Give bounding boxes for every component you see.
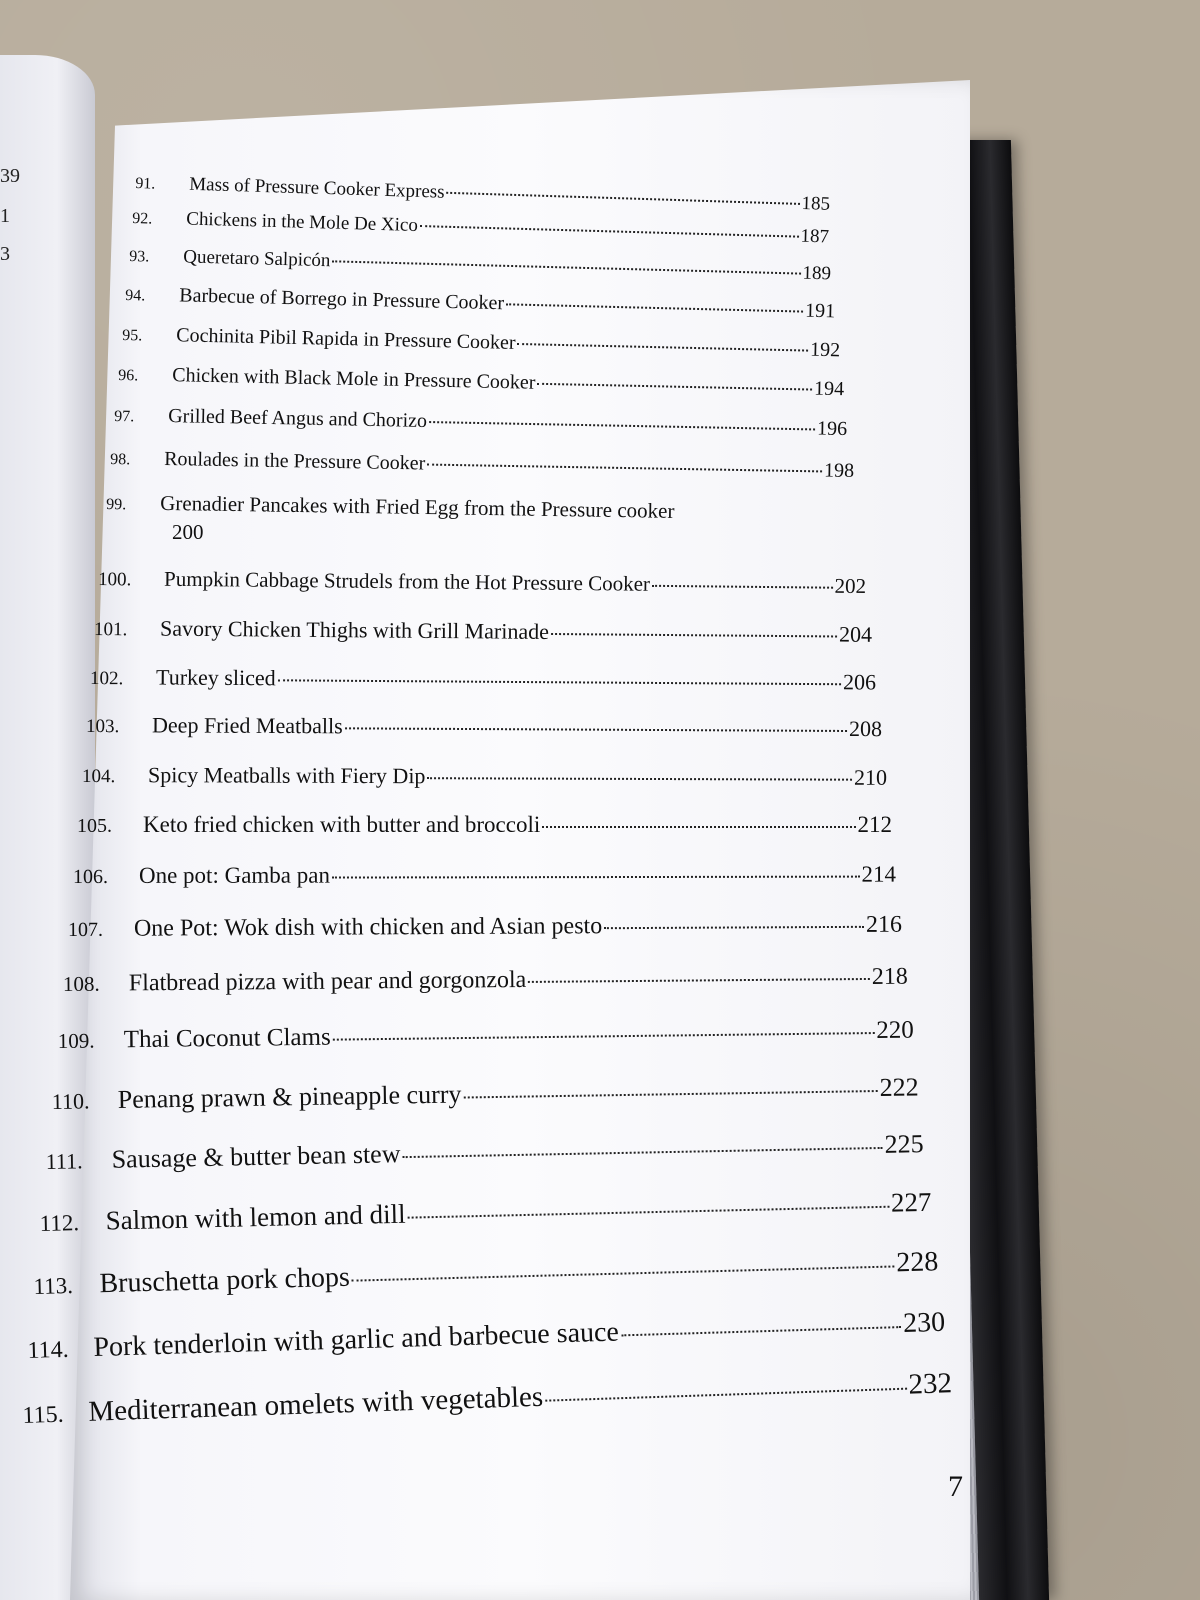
entry-number: 100. (98, 569, 132, 591)
entry-number: 107. (67, 918, 103, 941)
entry-page-number: 220 (876, 1016, 914, 1045)
entry-page-number: 227 (890, 1186, 932, 1218)
entry-title: Mediterranean omelets with vegetables (87, 1380, 544, 1428)
entry-number: 101. (94, 619, 128, 641)
entry-title: Salmon with lemon and dill (105, 1198, 406, 1236)
entry-title: One Pot: Wok dish with chicken and Asian pesto (133, 913, 603, 942)
entry-number: 103. (86, 716, 120, 738)
toc-entry (73, 862, 896, 889)
dot-leader (604, 910, 864, 929)
entry-title: Cochinita Pibil Rapida in Pressure Cooker (176, 324, 516, 354)
toc-entry (86, 712, 882, 742)
entry-number: 106. (72, 865, 108, 888)
entry-page-number: 200 (172, 520, 204, 544)
entry-number: 102. (90, 668, 124, 690)
entry-page-number: 185 (801, 192, 831, 215)
entry-number: 92. (132, 210, 153, 228)
entry-number: 114. (27, 1336, 70, 1365)
dot-leader (542, 810, 855, 828)
entry-number: 104. (82, 766, 116, 788)
entry-page-number: 198 (823, 459, 855, 482)
dot-leader (345, 711, 847, 732)
entry-title: Pork tenderloin with garlic and barbecue sauce (93, 1316, 620, 1364)
left-page-fragment: 1 (0, 205, 10, 227)
entry-page-number: 202 (834, 573, 867, 599)
entry-title: Flatbread pizza with pear and gorgonzola (128, 966, 527, 997)
entry-page-number: 218 (871, 963, 908, 990)
entry-page-number: 222 (879, 1072, 919, 1102)
entry-title: Thai Coconut Clams (123, 1023, 331, 1054)
entry-number: 111. (45, 1148, 83, 1175)
dot-leader (427, 761, 852, 780)
entry-title: One pot: Gamba pan (138, 862, 330, 888)
entry-title: Grenadier Pancakes with Fried Egg from the Pressure cooker (160, 490, 675, 523)
entry-title: Barbecue of Borrego in Pressure Cooker (179, 284, 505, 315)
entry-number: 95. (122, 327, 143, 345)
entry-number: 93. (129, 248, 150, 266)
entry-page-number: 189 (802, 262, 832, 285)
entry-title: Keto fried chicken with butter and broccoli (143, 812, 541, 837)
entry-title: Pumpkin Cabbage Strudels from the Hot Pressure Cooker (164, 566, 651, 596)
entry-number: 96. (118, 367, 139, 385)
entry-title: Savory Chicken Thighs with Grill Marinade (160, 615, 550, 644)
toc-entry (68, 912, 902, 943)
entry-page-number: 196 (816, 417, 848, 441)
entry-number: 109. (57, 1028, 95, 1054)
entry-title: Turkey sliced (156, 664, 276, 691)
entry-page-number: 191 (804, 299, 836, 323)
entry-number: 110. (51, 1088, 90, 1115)
entry-title: Deep Fried Meatballs (152, 712, 343, 739)
entry-number: 113. (33, 1272, 74, 1300)
entry-page-number: 208 (848, 715, 883, 742)
entry-title: Roulades in the Pressure Cooker (164, 447, 426, 475)
entry-page-number: 192 (809, 338, 841, 362)
dot-leader (551, 617, 837, 637)
entry-number: 91. (135, 175, 156, 193)
entry-title: Bruschetta pork chops (99, 1261, 351, 1300)
entry-number: 115. (22, 1401, 65, 1430)
entry-page-number: 232 (907, 1367, 953, 1401)
entry-page-number: 214 (861, 861, 896, 887)
entry-title: Grilled Beef Angus and Chorizo (168, 405, 428, 433)
entry-number: 108. (62, 971, 100, 997)
entry-title: Chicken with Black Mole in Pressure Cooker (172, 364, 536, 394)
entry-page-number: 228 (895, 1246, 939, 1279)
entry-page-number: 216 (865, 911, 902, 938)
dot-leader (278, 663, 842, 685)
dot-leader (652, 569, 833, 589)
entry-page-number: 210 (853, 764, 888, 790)
toc-entry (77, 812, 892, 838)
entry-page-number: 230 (902, 1306, 946, 1340)
entry-page-number: 204 (838, 621, 873, 647)
left-page-fragment: 39 (0, 165, 20, 187)
dot-leader (528, 962, 870, 983)
entry-title: Queretaro Salpicón (183, 246, 331, 272)
page-number: 7 (948, 1470, 963, 1503)
entry-page-number: 225 (884, 1129, 924, 1159)
left-page-fragment: 3 (0, 243, 10, 265)
entry-title: Spicy Meatballs with Fiery Dip (148, 762, 426, 789)
dot-leader (463, 1074, 878, 1099)
toc-entry (82, 762, 887, 791)
entry-title: Sausage & butter bean stew (111, 1139, 401, 1174)
entry-number: 105. (77, 815, 112, 837)
entry-number: 112. (39, 1210, 80, 1237)
entry-page-number: 206 (842, 669, 877, 695)
entry-title: Penang prawn & pineapple curry (117, 1079, 462, 1114)
entry-title: Mass of Pressure Cooker Express (189, 173, 445, 203)
entry-page-number: 194 (813, 377, 845, 401)
entry-title: Chickens in the Mole De Xico (186, 208, 419, 236)
entry-number: 94. (125, 287, 146, 305)
toc-entry (90, 664, 876, 695)
entry-page-number: 187 (800, 225, 830, 248)
dot-leader (332, 860, 860, 879)
entry-number: 98. (110, 451, 131, 469)
entry-number: 99. (106, 496, 127, 514)
entry-number: 97. (114, 408, 135, 426)
entry-page-number: 212 (857, 812, 892, 837)
